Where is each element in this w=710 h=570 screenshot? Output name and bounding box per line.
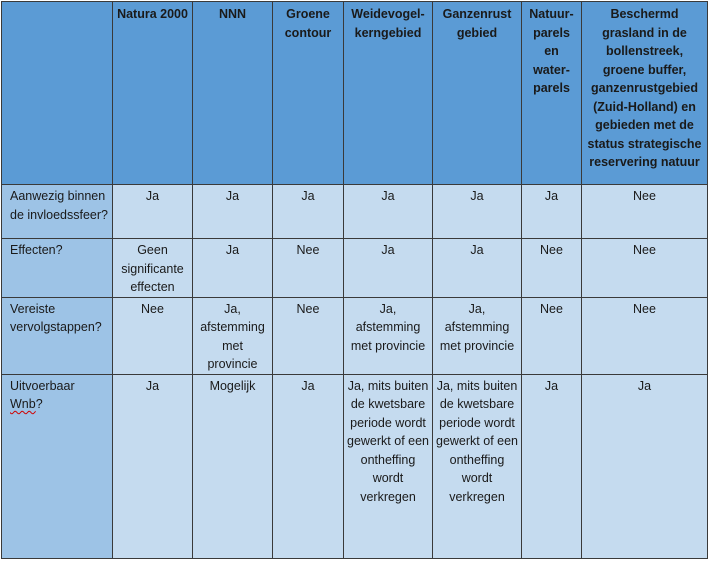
table-cell: Ja — [433, 185, 522, 239]
table-cell: Ja, mits buiten de kwetsbare periode wordt gewerkt of een ontheffing wordt verkregen — [433, 374, 522, 558]
row-label-suffix: ? — [35, 397, 43, 411]
header-row — [2, 2, 708, 185]
table-cell: Ja — [273, 185, 344, 239]
table-row — [2, 374, 708, 558]
header-natuurparels-waterparels: Natuur-parels en water-parels — [522, 2, 582, 185]
table-cell: Ja — [113, 185, 193, 239]
table-cell: Ja — [113, 374, 193, 558]
row-label: Effecten? — [2, 239, 113, 298]
assessment-table — [1, 1, 708, 559]
table-cell: Nee — [113, 297, 193, 374]
table-cell: Ja — [582, 374, 708, 558]
table-cell: Ja — [193, 239, 273, 298]
header-weidevogel-kerngebied: Weidevogel-kerngebied — [344, 2, 433, 185]
row-label: Vereiste vervolgstappen? — [2, 297, 113, 374]
table-cell: Nee — [522, 297, 582, 374]
table-cell: Ja, afstemming met provincie — [193, 297, 273, 374]
table-cell: Nee — [273, 239, 344, 298]
header-natura-2000: Natura 2000 — [113, 2, 193, 185]
spellcheck-marked-word: Wnb — [10, 397, 36, 411]
table-cell: Ja — [522, 185, 582, 239]
table-cell: Ja — [273, 374, 344, 558]
table-cell: Nee — [522, 239, 582, 298]
table-cell: Ja — [344, 239, 433, 298]
table-row — [2, 297, 708, 374]
table-cell: Ja, afstemming met provincie — [433, 297, 522, 374]
table-cell: Nee — [582, 239, 708, 298]
row-label: Aanwezig binnen de invloedssfeer? — [2, 185, 113, 239]
table-cell: Ja, mits buiten de kwetsbare periode wordt gewerkt of een ontheffing wordt verkregen — [344, 374, 433, 558]
header-groene-contour: Groene contour — [273, 2, 344, 185]
table-cell: Ja — [522, 374, 582, 558]
table-cell: Mogelijk — [193, 374, 273, 558]
table-cell: Geen significante effecten — [113, 239, 193, 298]
table-cell: Nee — [582, 297, 708, 374]
table-row — [2, 239, 708, 298]
table-row — [2, 185, 708, 239]
row-label-prefix: Uitvoerbaar — [10, 378, 75, 393]
table-cell: Nee — [273, 297, 344, 374]
header-nnn: NNN — [193, 2, 273, 185]
table-cell: Nee — [582, 185, 708, 239]
corner-cell — [2, 2, 113, 185]
table-cell: Ja — [344, 185, 433, 239]
header-ganzenrust-gebied: Ganzenrust gebied — [433, 2, 522, 185]
table-cell: Ja — [193, 185, 273, 239]
row-label — [2, 374, 113, 558]
table-cell: Ja — [433, 239, 522, 298]
table-cell: Ja, afstemming met provincie — [344, 297, 433, 374]
header-beschermd-grasland: Beschermd grasland in de bollenstreek, groene buffer, ganzenrustgebied (Zuid-Holland) en gebieden met de status strategische reservering natuur — [582, 2, 708, 185]
